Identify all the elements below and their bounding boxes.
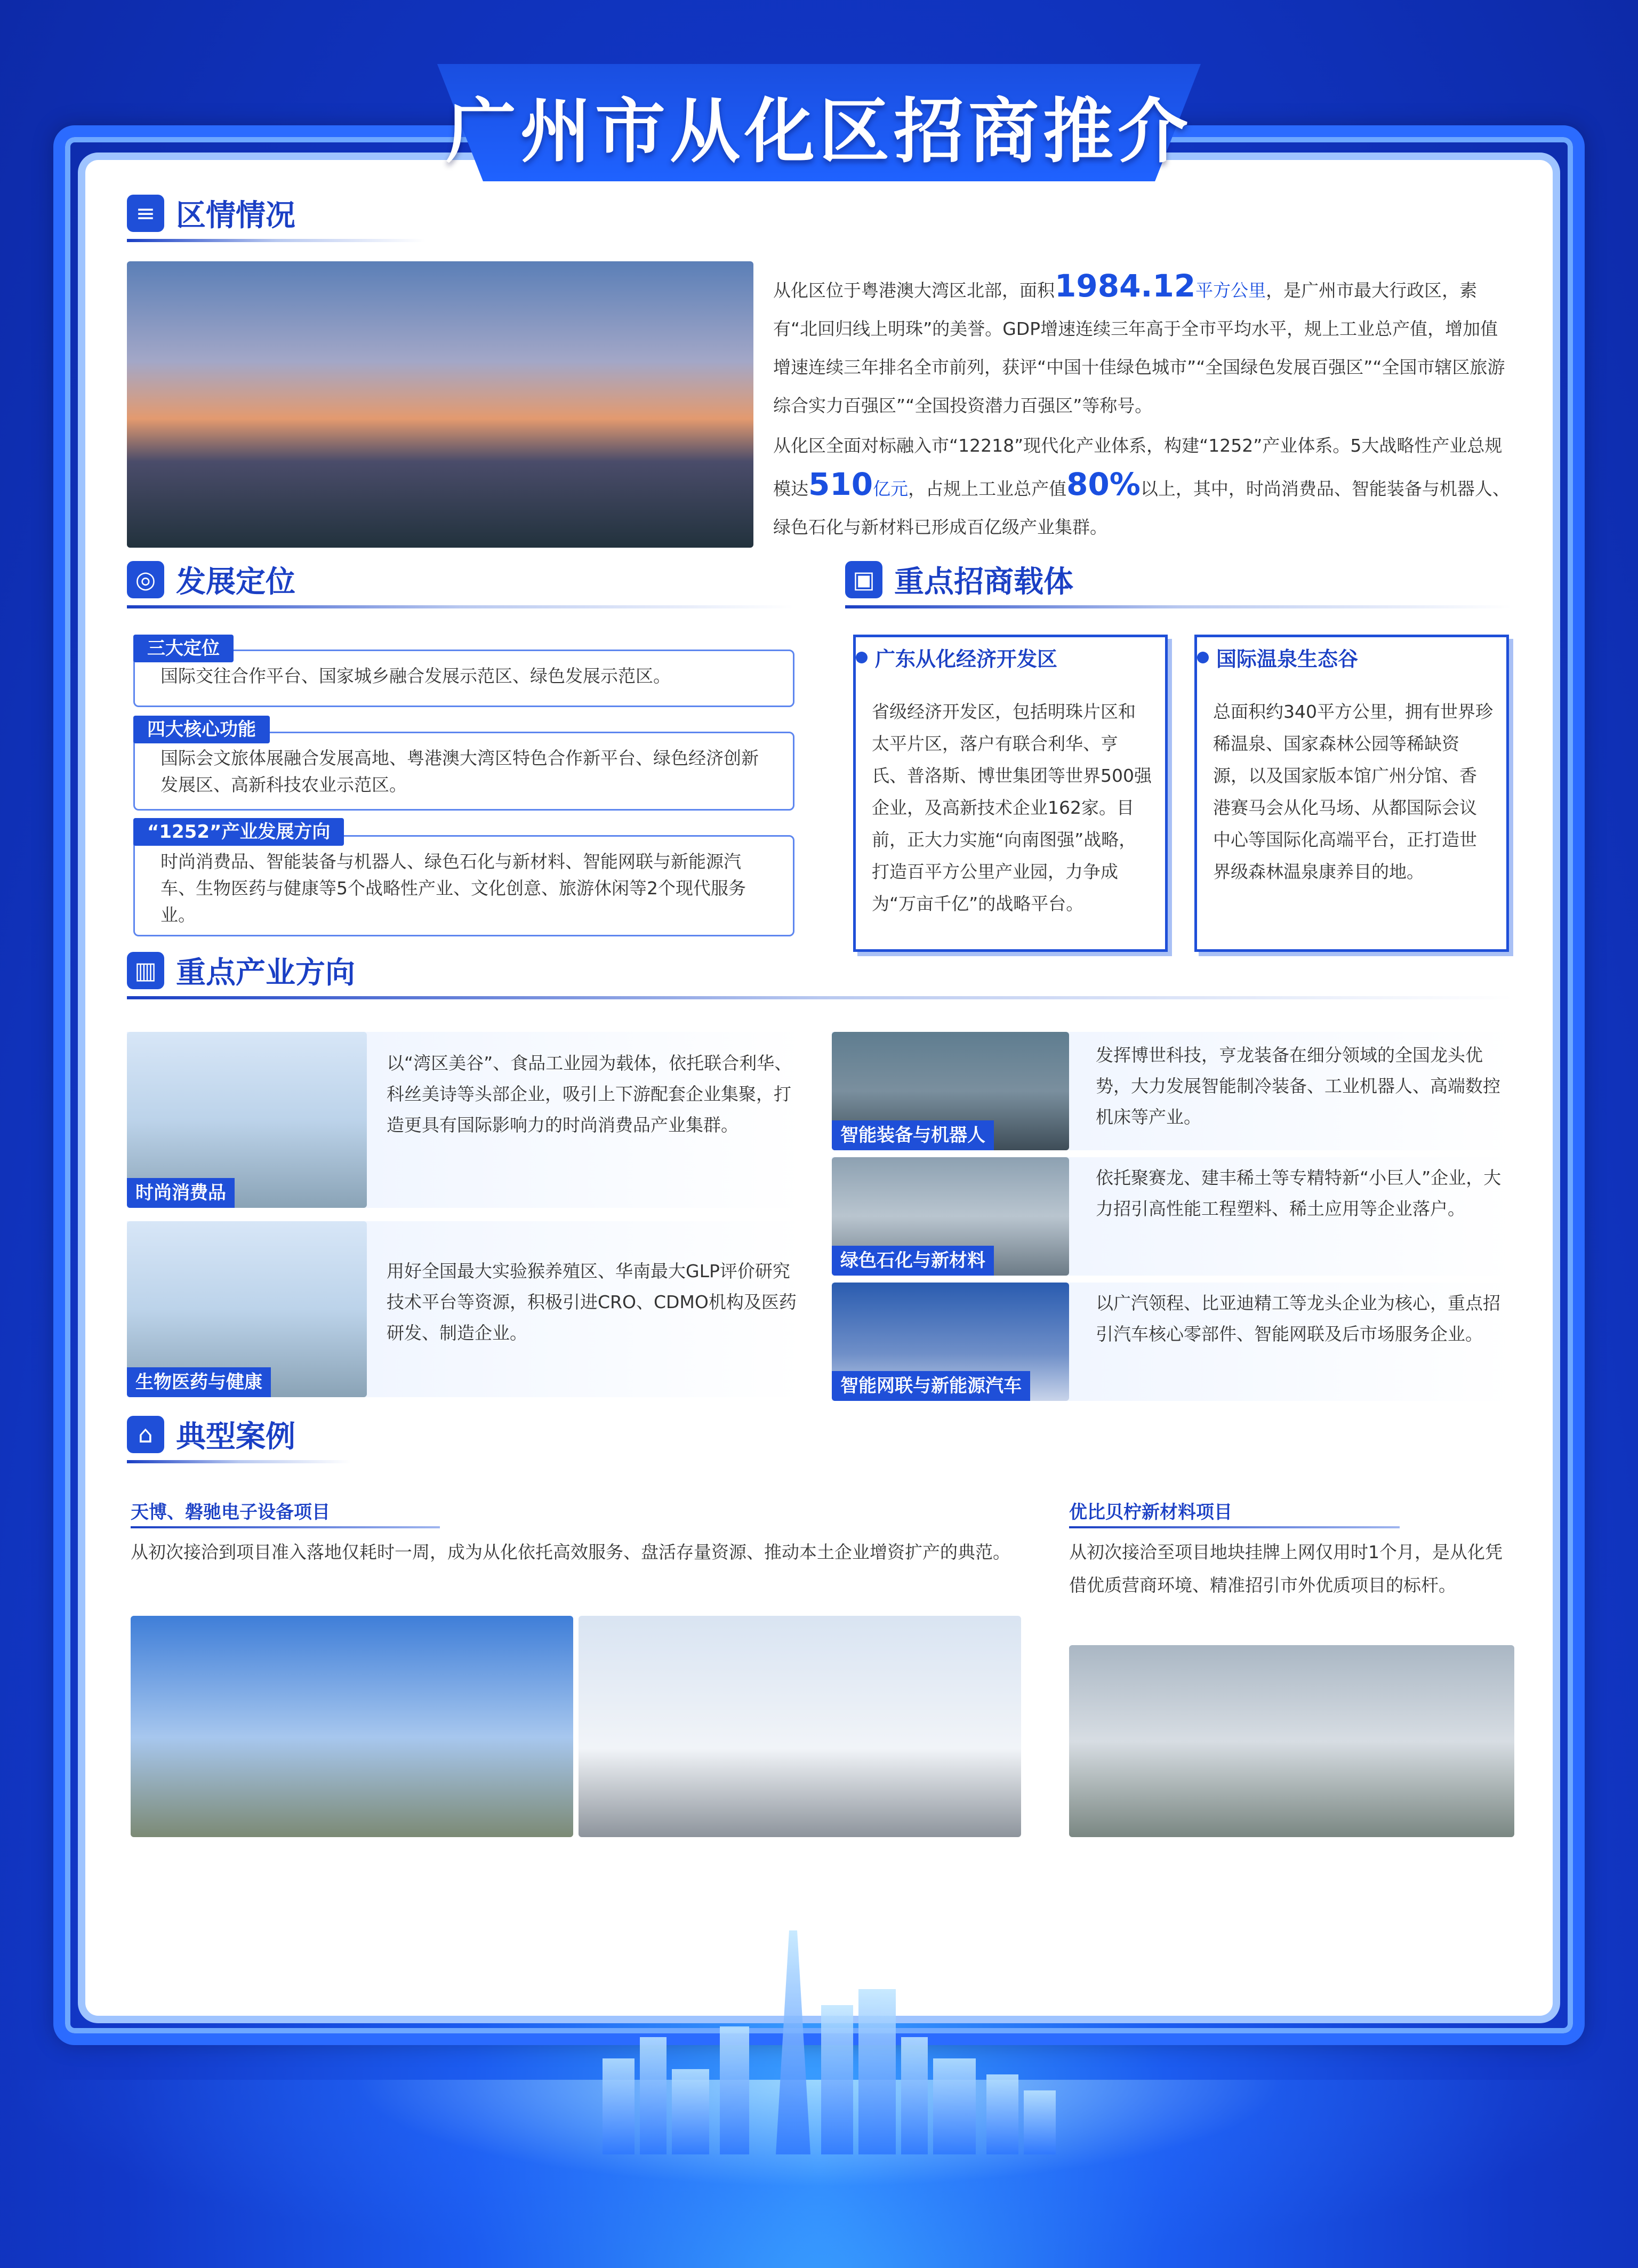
chart-icon: ▥ [127, 952, 164, 989]
section-underline [127, 1460, 351, 1463]
target-icon: ◎ [127, 561, 164, 598]
carrier-text-1: 省级经济开发区，包括明珠片区和太平片区，落户有联合利华、亨氏、普洛斯、博世集团等世界500强企业，及高新技术企业162家。目前，正大力实施“向南图强”战略，打造百平方公里产业园，力争成为“万亩千亿”的战略平台。 [872, 701, 1152, 914]
carrier-title-2: 国际温泉生态谷 [1197, 643, 1358, 672]
carrier-card-1 [853, 635, 1168, 952]
industry-photo-5 [832, 1283, 1069, 1401]
page-title: 广州市从化区招商推介 [446, 91, 1192, 173]
cube-icon: ▣ [845, 561, 882, 598]
section-underline [127, 239, 425, 242]
overview-paragraph-2: 从化区全面对标融入市“12218”现代化产业体系，构建“1252”产业体系。5大战略性产业总规模达510亿元，占规上工业总产值80%以上，其中，时尚消费品、智能装备与机器人、绿色石化与新材料已形成百亿级产业集群。 [773, 435, 1510, 538]
carrier-title-1: 广东从化经济开发区 [856, 643, 1057, 672]
case-text-2: 从初次接洽至项目地块挂牌上网仅用时1个月，是从化凭借优质营商环境、精准招引市外优质项目的标杆。 [1069, 1542, 1503, 1596]
industry-text-4: 依托聚赛龙、建丰稀土等专精特新“小巨人”企业，大力招引高性能工程塑料、稀土应用等企业落户。 [1096, 1167, 1502, 1219]
case-photo-3 [1069, 1645, 1514, 1837]
positioning-box-2: 国际会文旅体展融合发展高地、粤港澳大湾区特色合作新平台、绿色经济创新发展区、高新科技农业示范区。 [133, 732, 794, 811]
industry-label-2: 生物医药与健康 [127, 1367, 271, 1397]
industry-photo-3 [832, 1032, 1069, 1150]
industry-text-1: 以“湾区美谷”、食品工业园为载体，依托联合利华、科丝美诗等头部企业，吸引上下游配套企业集聚，打造更具有国际影响力的时尚消费品产业集群。 [387, 1053, 792, 1135]
carrier-text-2: 总面积约340平方公里，拥有世界珍稀温泉、国家森林公园等稀缺资源，以及国家版本馆广州分馆、香港赛马会从化马场、从都国际会议中心等国际化高端平台，正打造世界级森林温泉康养目的地。 [1213, 701, 1493, 882]
section-underline [845, 605, 1512, 608]
industry-label-3: 智能装备与机器人 [832, 1120, 994, 1150]
case-text-1: 从初次接洽到项目准入落地仅耗时一周，成为从化依托高效服务、盘活存量资源、推动本土企业增资扩产的典范。 [131, 1542, 1010, 1562]
positioning-label-2: 四大核心功能 [133, 716, 270, 743]
industry-photo-4 [832, 1157, 1069, 1276]
section-underline [127, 996, 1513, 999]
positioning-label-1: 三大定位 [133, 635, 234, 662]
case-underline-2 [1069, 1526, 1400, 1528]
document-icon: ≡ [127, 195, 164, 232]
overview-paragraph-1: 从化区位于粤港澳大湾区北部，面积1984.12平方公里，是广州市最大行政区，素有“北回归线上明珠”的美誉。GDP增速连续三年高于全市平均水平，规上工业总产值，增加值增速连续三年排名全市前列，获评“中国十佳绿色城市”“全国绿色发展百强区”“全国市辖区旅游综合实力百强区”“全国投资潜力百强区”等称号。 [773, 268, 1505, 416]
city-skyline [587, 1930, 1066, 2154]
industry-label-1: 时尚消费品 [127, 1178, 235, 1208]
industry-photo-2 [127, 1221, 367, 1397]
case-underline-1 [131, 1526, 440, 1528]
section-carriers-heading: ▣ 重点招商载体 [845, 556, 1073, 604]
case-photo-2 [579, 1616, 1021, 1837]
positioning-label-3: “1252”产业发展方向 [133, 818, 344, 846]
section-cases-heading: ⌂ 典型案例 [127, 1411, 295, 1458]
carrier-card-2 [1194, 635, 1509, 952]
section-industries-heading: ▥ 重点产业方向 [127, 947, 355, 995]
bookmark-icon: ⌂ [127, 1416, 164, 1453]
industry-photo-1 [127, 1032, 367, 1208]
industry-text-2: 用好全国最大实验猴养殖区、华南最大GLP评价研究技术平台等资源，积极引进CRO、CDMO机构及医药研发、制造企业。 [387, 1261, 797, 1343]
positioning-box-3: 时尚消费品、智能装备与机器人、绿色石化与新材料、智能网联与新能源汽车、生物医药与健康等5个战略性产业、文化创意、旅游休闲等2个现代服务业。 [133, 835, 794, 936]
city-photo [127, 261, 753, 548]
section-underline [127, 605, 793, 608]
positioning-box-1: 国际交往合作平台、国家城乡融合发展示范区、绿色发展示范区。 [133, 650, 794, 707]
case-photo-1 [131, 1616, 573, 1837]
industry-text-5: 以广汽领程、比亚迪精工等龙头企业为核心，重点招引汽车核心零部件、智能网联及后市场服务企业。 [1096, 1293, 1500, 1344]
section-positioning-heading: ◎ 发展定位 [127, 556, 295, 604]
case-title-1: 天博、磐驰电子设备项目 [131, 1502, 330, 1523]
case-title-2: 优比贝柠新材料项目 [1069, 1502, 1232, 1523]
section-overview-heading: ≡ 区情情况 [127, 189, 295, 237]
industry-label-4: 绿色石化与新材料 [832, 1246, 994, 1276]
industry-label-5: 智能网联与新能源汽车 [832, 1371, 1030, 1401]
industry-text-3: 发挥博世科技，亨龙装备在细分领域的全国龙头优势，大力发展智能制冷装备、工业机器人、高端数控机床等产业。 [1096, 1045, 1500, 1127]
